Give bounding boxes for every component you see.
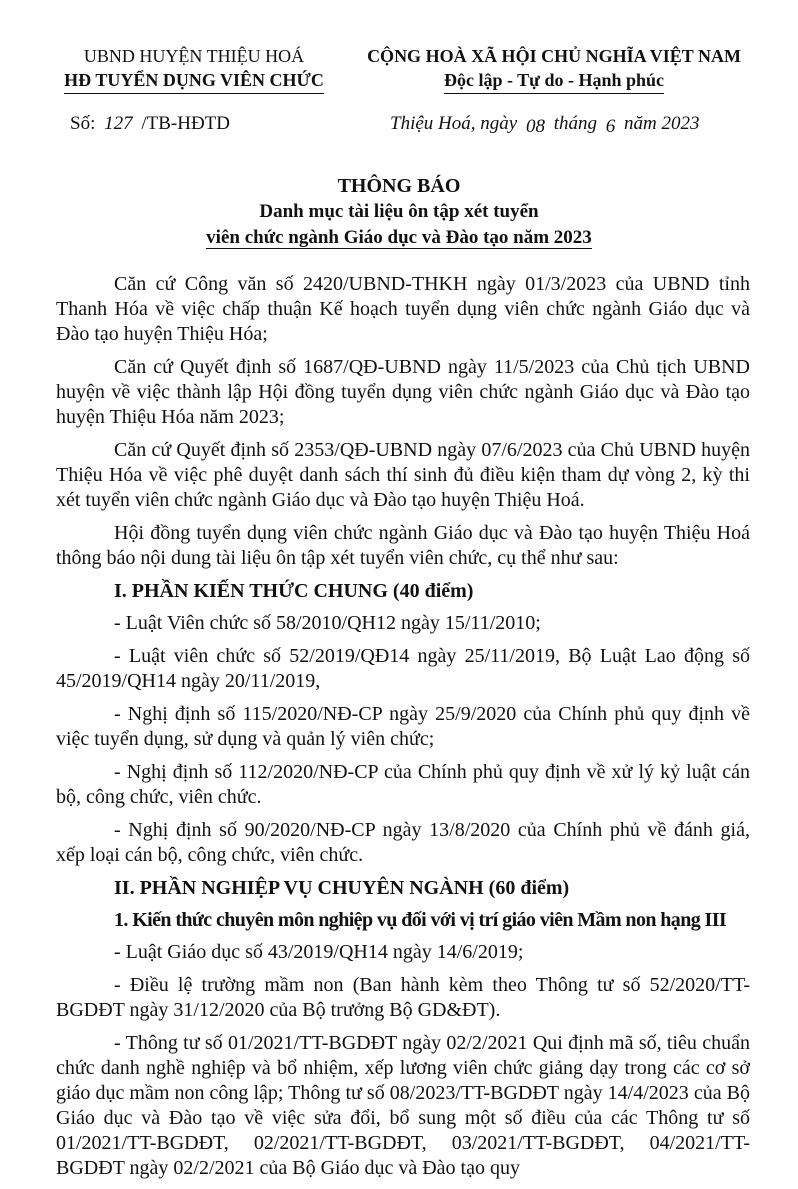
national-motto-block <box>340 44 768 94</box>
list-item: - Luật Giáo dục số 43/2019/QH14 ngày 14/6/2019; <box>114 941 524 963</box>
paragraph: Căn cứ Quyết định số 2353/QĐ-UBND ngày 07/6/2023 của Chủ UBND huyện Thiệu Hóa về việc phê duyệt danh sách thí sinh đủ điều kiện tham dự vòng 2, kỳ thi xét tuyển viên chức ngành Giáo dục và Đào tạo huyện Thiệu Hoá. <box>56 439 750 511</box>
document-number <box>70 113 230 135</box>
number-value: 127 <box>104 113 133 134</box>
date-prefix: Thiệu Hoá, ngày <box>390 113 518 134</box>
section-heading: II. PHẦN NGHIỆP VỤ CHUYÊN NGÀNH (60 điểm) <box>114 877 570 899</box>
list-item: - Nghị định số 115/2020/NĐ-CP ngày 25/9/2020 của Chính phủ quy định về việc tuyển dụng, sử dụng và quản lý viên chức; <box>56 703 750 750</box>
document-title: THÔNG BÁO <box>337 175 461 197</box>
country-name: CỘNG HOÀ XÃ HỘI CHỦ NGHĨA VIỆT NAM <box>367 46 741 66</box>
issuer-line1: UBND HUYỆN THIỆU HOÁ <box>83 46 305 66</box>
document-body <box>56 272 750 1189</box>
issuer-line2: HĐ TUYỂN DỤNG VIÊN CHỨC <box>64 68 324 94</box>
list-item: - Nghị định số 90/2020/NĐ-CP ngày 13/8/2020 của Chính phủ về đánh giá, xếp loại cán bộ, công chức, viên chức. <box>56 819 750 866</box>
section-heading: I. PHẦN KIẾN THỨC CHUNG (40 điểm) <box>114 580 474 602</box>
paragraph: Hội đồng tuyển dụng viên chức ngành Giáo dục và Đào tạo huyện Thiệu Hoá thông báo nội dung tài liệu ôn tập xét tuyển viên chức, cụ thể như sau: <box>56 522 750 569</box>
issuer-block <box>48 44 340 94</box>
list-item: - Điều lệ trường mầm non (Ban hành kèm theo Thông tư số 52/2020/TT-BGDĐT ngày 31/12/2020 của Bộ trưởng Bộ GD&ĐT). <box>56 974 750 1021</box>
document-date <box>390 113 699 135</box>
motto: Độc lập - Tự do - Hạnh phúc <box>444 68 664 94</box>
list-item: - Thông tư số 01/2021/TT-BGDĐT ngày 02/2/2021 Qui định mã số, tiêu chuẩn chức danh nghề nghiệp và bổ nhiệm, xếp lương viên chức giảng dạy trong các cơ sở giáo dục mầm non công lập; Thông tư số 08/2023/TT-BGDĐT ngày 14/4/2023 của Bộ Giáo dục và Đào tạo về việc sửa đổi, bổ sung một số điều của các Thông tư số 01/2021/TT-BGDĐT, 02/2021/TT-BGDĐT, 03/2021/TT-BGDĐT, 04/2021/TT-BGDĐT ngày 02/2/2021 của Bộ Giáo dục và Đào tạo quy <box>56 1032 750 1179</box>
list-item: - Luật Viên chức số 58/2010/QH12 ngày 15/11/2010; <box>114 612 541 634</box>
list-item: - Luật viên chức số 52/2019/QĐ14 ngày 25/11/2019, Bộ Luật Lao động số 45/2019/QH14 ngày 20/11/2019, <box>56 645 750 692</box>
document-subtitle-1: Danh mục tài liệu ôn tập xét tuyển <box>259 201 539 222</box>
paragraph: Căn cứ Quyết định số 1687/QĐ-UBND ngày 11/5/2023 của Chủ tịch UBND huyện về việc thành lập Hội đồng tuyển dụng viên chức ngành Giáo dục và Đào tạo huyện Thiệu Hóa năm 2023; <box>56 356 750 428</box>
date-day: 08 <box>525 116 545 137</box>
number-label: Số: <box>70 113 96 134</box>
subsection-heading: 1. Kiến thức chuyên môn nghiệp vụ đối với vị trí giáo viên Mầm non hạng III <box>114 909 727 931</box>
date-month: 6 <box>605 116 616 137</box>
document-subtitle-2-text: viên chức ngành Giáo dục và Đào tạo năm 2023 <box>206 227 592 248</box>
number-suffix: /TB-HĐTD <box>141 113 231 134</box>
date-year: năm 2023 <box>623 113 700 134</box>
date-month-label: tháng <box>553 113 597 134</box>
list-item: - Nghị định số 112/2020/NĐ-CP của Chính phủ quy định về xử lý kỷ luật cán bộ, công chức, viên chức. <box>56 761 750 808</box>
document-subtitle-2 <box>0 227 798 249</box>
paragraph: Căn cứ Công văn số 2420/UBND-THKH ngày 01/3/2023 của UBND tỉnh Thanh Hóa về việc chấp thuận Kế hoạch tuyển dụng viên chức ngành Giáo dục và Đào tạo huyện Thiệu Hóa; <box>56 273 750 345</box>
